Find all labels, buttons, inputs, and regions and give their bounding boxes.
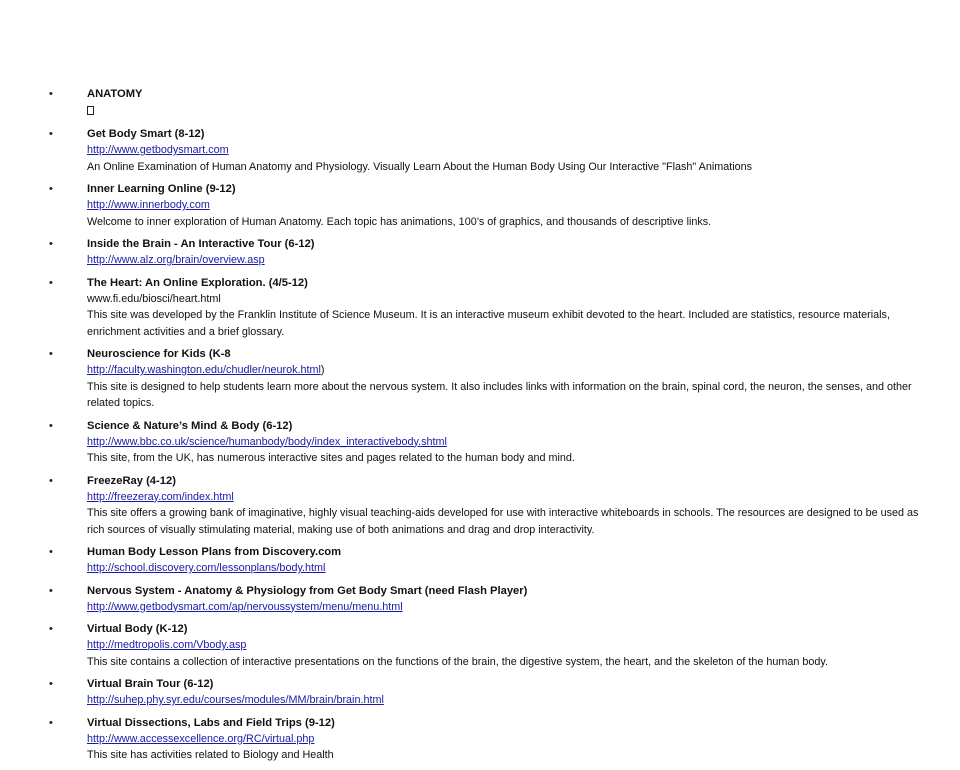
- bullet-icon: •: [49, 348, 53, 360]
- list-item: [0, 715, 960, 764]
- list-item: [0, 346, 960, 412]
- resource-url-line: [87, 560, 940, 577]
- resource-url-line: [87, 434, 940, 451]
- resource-title: Inner Learning Online (9-12): [87, 183, 236, 195]
- resource-link[interactable]: http://www.getbodysmart.com/ap/nervoussystem/menu/menu.html: [87, 600, 403, 613]
- resource-url-line: [87, 489, 940, 506]
- bullet-icon: •: [49, 623, 53, 635]
- bullet-icon: •: [49, 716, 53, 729]
- list-item: [0, 583, 960, 616]
- resource-link[interactable]: http://school.discovery.com/lessonplans/body.html: [87, 562, 326, 574]
- resource-url-line: [87, 197, 940, 214]
- resource-link[interactable]: http://www.getbodysmart.com: [87, 144, 229, 156]
- bullet-icon: •: [49, 474, 53, 487]
- resource-description: This site contains a collection of interactive presentations on the functions of the brain, the digestive system, the heart, and the skeleton of the human body.: [87, 655, 829, 668]
- bullet-icon: •: [49, 238, 53, 250]
- list-item: [0, 621, 960, 670]
- missing-glyph-icon: [87, 106, 94, 115]
- resource-description: This site offers a growing bank of imaginative, highly visual teaching-aids developed for use with interactive whiteboards in schools. The resources are designed to be used as rich sources of visually stimulating material, making use of both animations and drag and drop interactivity.: [87, 507, 919, 536]
- resource-link[interactable]: http://www.bbc.co.uk/science/humanbody/body/index_interactivebody.shtml: [87, 435, 447, 448]
- resource-link[interactable]: http://suhep.phy.syr.edu/courses/modules/MM/brain/brain.html: [87, 694, 384, 706]
- list-item: [0, 126, 960, 175]
- resource-url-line: [87, 252, 940, 269]
- resource-url-line: [87, 599, 940, 616]
- url-suffix: ): [320, 364, 325, 376]
- resource-link[interactable]: http://medtropolis.com/Vbody.asp: [87, 639, 247, 651]
- resource-title: Virtual Dissections, Labs and Field Trips (9-12): [87, 716, 335, 729]
- resource-link[interactable]: http://www.accessexcellence.org/RC/virtual.php: [87, 732, 315, 745]
- list-item: [0, 181, 960, 230]
- resource-list: [0, 86, 960, 770]
- resource-link[interactable]: http://faculty.washington.edu/chudler/neurok.html: [87, 364, 321, 376]
- list-item: [0, 418, 960, 467]
- list-item: [0, 275, 960, 341]
- list-item: [0, 676, 960, 709]
- resource-url-line: [87, 637, 940, 654]
- bullet-icon: •: [49, 276, 53, 289]
- bullet-icon: •: [49, 88, 53, 100]
- resource-title: Science & Nature’s Mind & Body (6-12): [87, 419, 293, 432]
- resource-description: This site is designed to help students learn more about the nervous system. It also includes links with information on the brain, spinal cord, the neuron, the senses, and other related topics.: [87, 380, 912, 409]
- list-item: [0, 544, 960, 577]
- bullet-icon: •: [49, 678, 53, 690]
- bullet-icon: •: [49, 419, 53, 432]
- resource-description: This site, from the UK, has numerous interactive sites and pages related to the human body and mind.: [87, 452, 575, 464]
- resource-title: Neuroscience for Kids (K-8: [87, 348, 231, 360]
- resource-link[interactable]: http://www.alz.org/brain/overview.asp: [87, 254, 265, 266]
- resource-title: ANATOMY: [87, 88, 143, 100]
- resource-plain-url: www.fi.edu/biosci/heart.html: [87, 292, 221, 305]
- list-item: [0, 86, 960, 120]
- resource-title: FreezeRay (4-12): [87, 474, 176, 487]
- resource-title: The Heart: An Online Exploration. (4/5-12): [87, 276, 308, 289]
- resource-description: An Online Examination of Human Anatomy and Physiology. Visually Learn About the Human Body Using Our Interactive "Flash" Animations: [87, 160, 753, 173]
- resource-link[interactable]: http://www.innerbody.com: [87, 199, 210, 211]
- list-item: [0, 236, 960, 269]
- resource-link[interactable]: http://freezeray.com/index.html: [87, 490, 234, 503]
- resource-title: Virtual Brain Tour (6-12): [87, 678, 214, 690]
- bullet-icon: •: [49, 546, 53, 558]
- resource-description: This site has activities related to Biology and Health: [87, 749, 334, 761]
- resource-url-line: [87, 142, 940, 159]
- bullet-icon: •: [49, 183, 53, 195]
- bullet-icon: •: [49, 584, 53, 597]
- resource-url-line: [87, 731, 940, 748]
- resource-title: Get Body Smart (8-12): [87, 128, 205, 140]
- list-item: [0, 473, 960, 539]
- resource-url-line: [87, 362, 940, 379]
- resource-url-line: [87, 692, 940, 709]
- resource-description: This site was developed by the Franklin Institute of Science Museum. It is an interactive museum exhibit devoted to the heart. Included are statistics, resource materials, enrichment activities and a brief glossary.: [87, 309, 890, 338]
- resource-title: Nervous System - Anatomy & Physiology from Get Body Smart (need Flash Player): [87, 584, 528, 597]
- resource-title: Virtual Body (K-12): [87, 623, 188, 635]
- bullet-icon: •: [49, 128, 53, 140]
- resource-title: Human Body Lesson Plans from Discovery.com: [87, 546, 342, 558]
- resource-description: Welcome to inner exploration of Human Anatomy. Each topic has animations, 100’s of graphics, and thousands of descriptive links.: [87, 215, 712, 228]
- resource-title: Inside the Brain - An Interactive Tour (6-12): [87, 238, 315, 250]
